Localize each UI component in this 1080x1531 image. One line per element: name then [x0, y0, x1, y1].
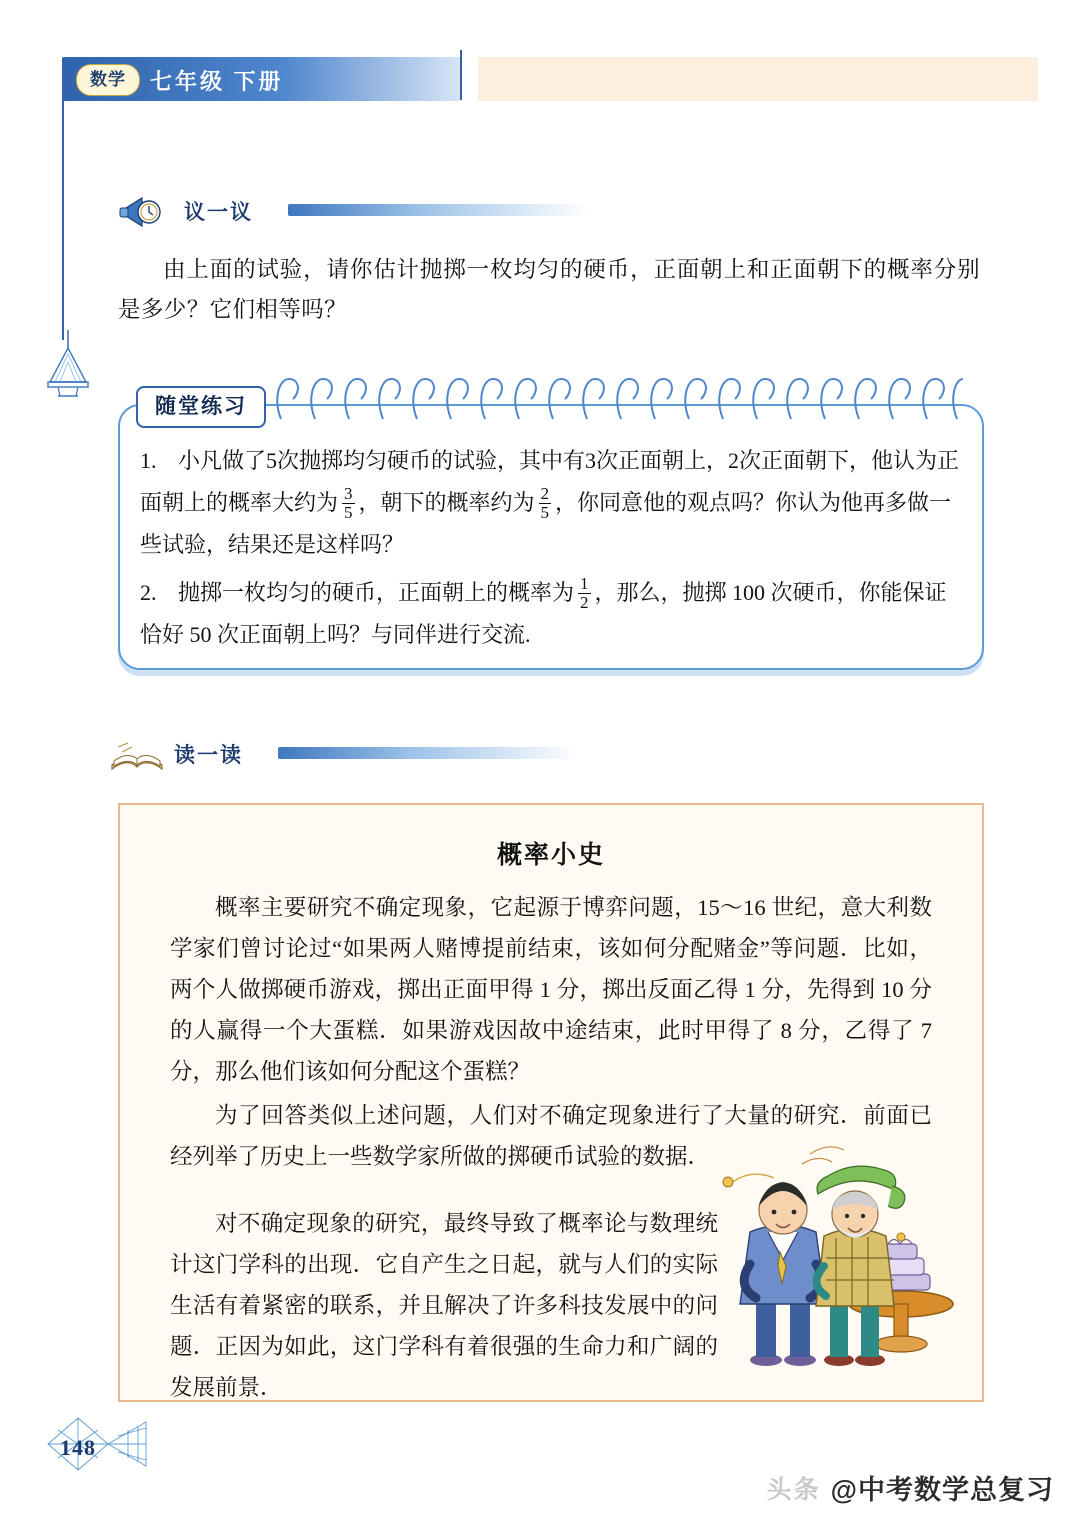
megaphone-icon	[118, 192, 176, 232]
fraction-one-half: $\frac{1}{2}$	[580, 574, 589, 613]
section-underline-bar	[288, 204, 588, 216]
list-item	[140, 572, 960, 656]
page-number: 148	[60, 1435, 96, 1460]
practice-item-text-part: 小凡做了5次抛掷均匀硬币的试验，其中有3次正面朝上，2次正面朝下，他认为正面朝上的概率大约为	[140, 448, 960, 515]
subject-badge: 数学	[76, 64, 140, 96]
practice-item-text-part: 抛掷一枚均匀的硬币，正面朝上的概率为	[178, 580, 575, 605]
discuss-paragraph: 由上面的试验，请你估计抛掷一枚均匀的硬币，正面朝上和正面朝下的概率分别是多少？它们相等吗？	[118, 257, 980, 322]
left-vertical-rule	[62, 60, 64, 340]
practice-list	[140, 440, 960, 662]
watermark	[767, 1468, 1054, 1507]
watermark-text: @中考数学总复习	[830, 1475, 1054, 1505]
practice-tab-label: 随堂练习	[136, 386, 266, 428]
section-label-discuss: 议一议	[184, 200, 253, 224]
section-heading-discuss	[118, 192, 588, 232]
reading-paragraph-3: 对不确定现象的研究，最终导致了概率论与数理统计这门学科的出现．它自产生之日起，就与人们的实际生活有着紧密的联系，并且解决了许多科技发展中的问题．正因为如此，这门学科有着很强的生命力和广阔的发展前景．	[170, 1211, 718, 1400]
list-item	[140, 440, 960, 566]
spiral-binding-decoration	[275, 373, 965, 425]
two-men-with-cake-illustration	[706, 1124, 958, 1374]
reading-paragraph-1: 概率主要研究不确定现象，它起源于博弈问题，15～16 世纪，意大利数学家们曾讨论过“如果两人赌博提前结束，该如何分配赌金”等问题．比如，两个人做掷硬币游戏，掷出正面甲得 1 分，掷出反面乙得 1 分，先得到 10 分的人赢得一个大蛋糕．如果游戏因故中途结束，此时甲得了 8 分，乙得了 7 分，那么他们该如何分配这个蛋糕？	[170, 895, 932, 1084]
fraction-two-fifths: $\frac{2}{5}$	[540, 484, 550, 523]
practice-item-text-part: ，朝下的概率约为	[358, 490, 535, 515]
watermark-logo: 头条	[766, 1476, 821, 1504]
reading-box-title: 概率小史	[496, 842, 605, 869]
section-label-reading: 读一读	[174, 743, 243, 767]
header-peach-band	[478, 57, 1038, 101]
open-book-icon	[108, 735, 166, 775]
header-vertical-rule	[460, 50, 462, 100]
header-bar	[62, 57, 462, 101]
practice-item-text-part: ，那么，抛掷 100 次硬币，你能保证恰好 50 次正面朝上吗？与同伴进行交流.	[140, 580, 947, 647]
fraction-three-fifths: $\frac{3}{5}$	[344, 484, 353, 523]
header-title: 七年级 下册	[150, 69, 284, 94]
reading-paragraph-2: 为了回答类似上述问题，人们对不确定现象进行了大量的研究．前面已经列举了历史上一些数学家所做的掷硬币试验的数据．	[170, 1103, 932, 1169]
lamp-decoration-icon	[38, 330, 98, 400]
section-heading-reading	[108, 735, 578, 775]
reading-box	[118, 803, 984, 1402]
section-underline-bar	[278, 747, 578, 759]
practice-item-number: 2.	[140, 580, 157, 605]
practice-item-number: 1.	[140, 448, 157, 473]
practice-item-text-part: ，你同意他的观点吗？你认为他再多做一些试验，结果还是这样吗？	[140, 490, 952, 557]
